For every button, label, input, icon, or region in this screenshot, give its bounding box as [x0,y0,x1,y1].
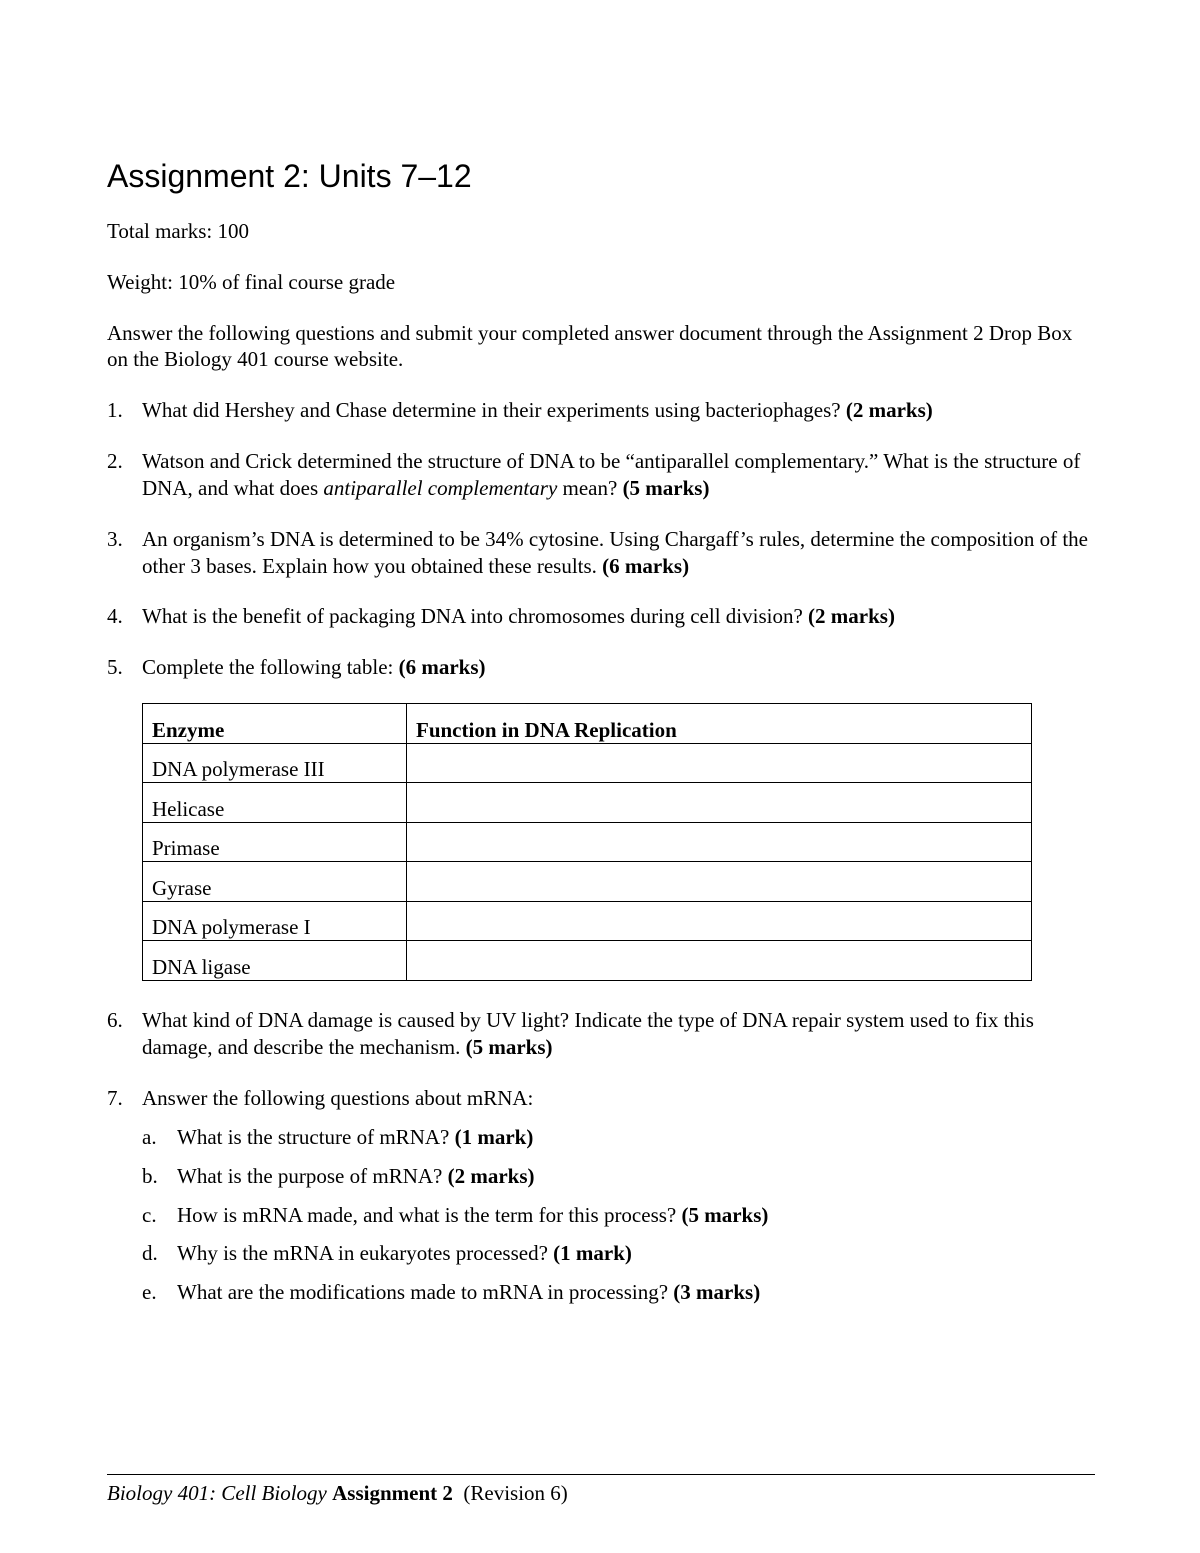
table-header-function: Function in DNA Replication [407,704,1032,744]
question-text: An organism’s DNA is determined to be 34% cytosine. Using Chargaff’s rules, determine the composition of the other 3 bases. Explain how you obtained these results. [142,527,1089,578]
question-7 [107,1085,1097,1112]
subquestion-d [142,1240,1097,1267]
subquestion-text: What is the purpose of mRNA? [177,1164,443,1188]
question-3 [107,526,1097,580]
subquestion-letter: a. [142,1125,157,1149]
subquestion-a [142,1124,1097,1151]
footer-course: Biology 401: Cell Biology [107,1481,327,1505]
footer-revision: (Revision 6) [463,1481,568,1505]
question-text: What is the benefit of packaging DNA into chromosomes during cell division? [142,604,803,628]
instructions: Answer the following questions and submit your completed answer document through the Assignment 2 Drop Box on the Biology 401 course website. [107,321,1073,371]
table-row [143,941,1032,981]
total-marks: Total marks: 100 [107,219,250,243]
table-row [143,743,1032,783]
question-text: What kind of DNA damage is caused by UV light? Indicate the type of DNA repair system used to fix this damage, and describe the mechanism. [142,1008,1034,1059]
question-text: Watson and Crick determined the structure of DNA to be “antiparallel complementary.” What is the structure of DNA, and what does [142,449,1081,500]
enzyme-name: Gyrase [143,862,407,902]
table-row [143,783,1032,823]
table-row [143,822,1032,862]
enzyme-name: DNA polymerase I [143,901,407,941]
subquestion-marks: (2 marks) [447,1164,535,1188]
question-text-end: mean? [562,476,618,500]
question-number: 7. [107,1086,123,1110]
question-marks: (5 marks) [622,476,710,500]
subquestion-text: Why is the mRNA in eukaryotes processed? [177,1241,548,1265]
subquestion-letter: c. [142,1203,157,1227]
subquestion-c [142,1202,1097,1229]
subquestion-marks: (1 mark) [553,1241,632,1265]
subquestion-text: What is the structure of mRNA? [177,1125,450,1149]
question-number: 6. [107,1008,123,1032]
subquestion-letter: e. [142,1280,157,1304]
question-marks: (2 marks) [808,604,895,628]
subquestion-text: How is mRNA made, and what is the term for this process? [177,1203,677,1227]
question-marks: (6 marks) [398,655,486,679]
function-cell[interactable] [407,901,1032,941]
subquestion-letter: b. [142,1164,158,1188]
question-4 [107,603,1097,630]
subquestion-marks: (3 marks) [673,1280,761,1304]
enzyme-name: Primase [143,822,407,862]
question-5 [107,654,1097,681]
function-cell[interactable] [407,822,1032,862]
enzyme-name: DNA ligase [143,941,407,981]
question-marks: (2 marks) [845,398,933,422]
question-number: 4. [107,604,123,628]
function-cell[interactable] [407,783,1032,823]
function-cell[interactable] [407,743,1032,783]
question-text: Answer the following questions about mRNA: [142,1086,534,1110]
table-row [143,901,1032,941]
question-text: What did Hershey and Chase determine in their experiments using bacteriophages? [142,398,841,422]
question-number: 1. [107,398,123,422]
function-cell[interactable] [407,941,1032,981]
question-italic-term: antiparallel complementary [323,476,558,500]
subquestion-e [142,1279,1097,1306]
subquestion-b [142,1163,1097,1190]
table-header-enzyme: Enzyme [143,704,407,744]
page-footer [107,1480,568,1506]
subquestion-marks: (1 mark) [454,1125,534,1149]
question-text: Complete the following table: [142,655,394,679]
weight: Weight: 10% of final course grade [107,270,396,294]
subquestion-text: What are the modifications made to mRNA in processing? [177,1280,669,1304]
question-1 [107,397,1097,424]
function-cell[interactable] [407,862,1032,902]
enzyme-name: DNA polymerase III [143,743,407,783]
question-marks: (6 marks) [602,554,690,578]
question-marks: (5 marks) [465,1035,553,1059]
enzyme-name: Helicase [143,783,407,823]
question-number: 2. [107,449,123,473]
subquestion-marks: (5 marks) [681,1203,769,1227]
table-row [143,862,1032,902]
question-2 [107,448,1097,502]
subquestion-letter: d. [142,1241,158,1265]
question-number: 5. [107,655,123,679]
footer-divider [107,1474,1095,1475]
enzyme-table [142,703,1032,981]
page-title: Assignment 2: Units 7–12 [107,158,472,194]
question-number: 3. [107,527,123,551]
table-header-row [143,704,1032,744]
question-6 [107,1007,1097,1061]
footer-assignment: Assignment 2 [332,1481,453,1505]
